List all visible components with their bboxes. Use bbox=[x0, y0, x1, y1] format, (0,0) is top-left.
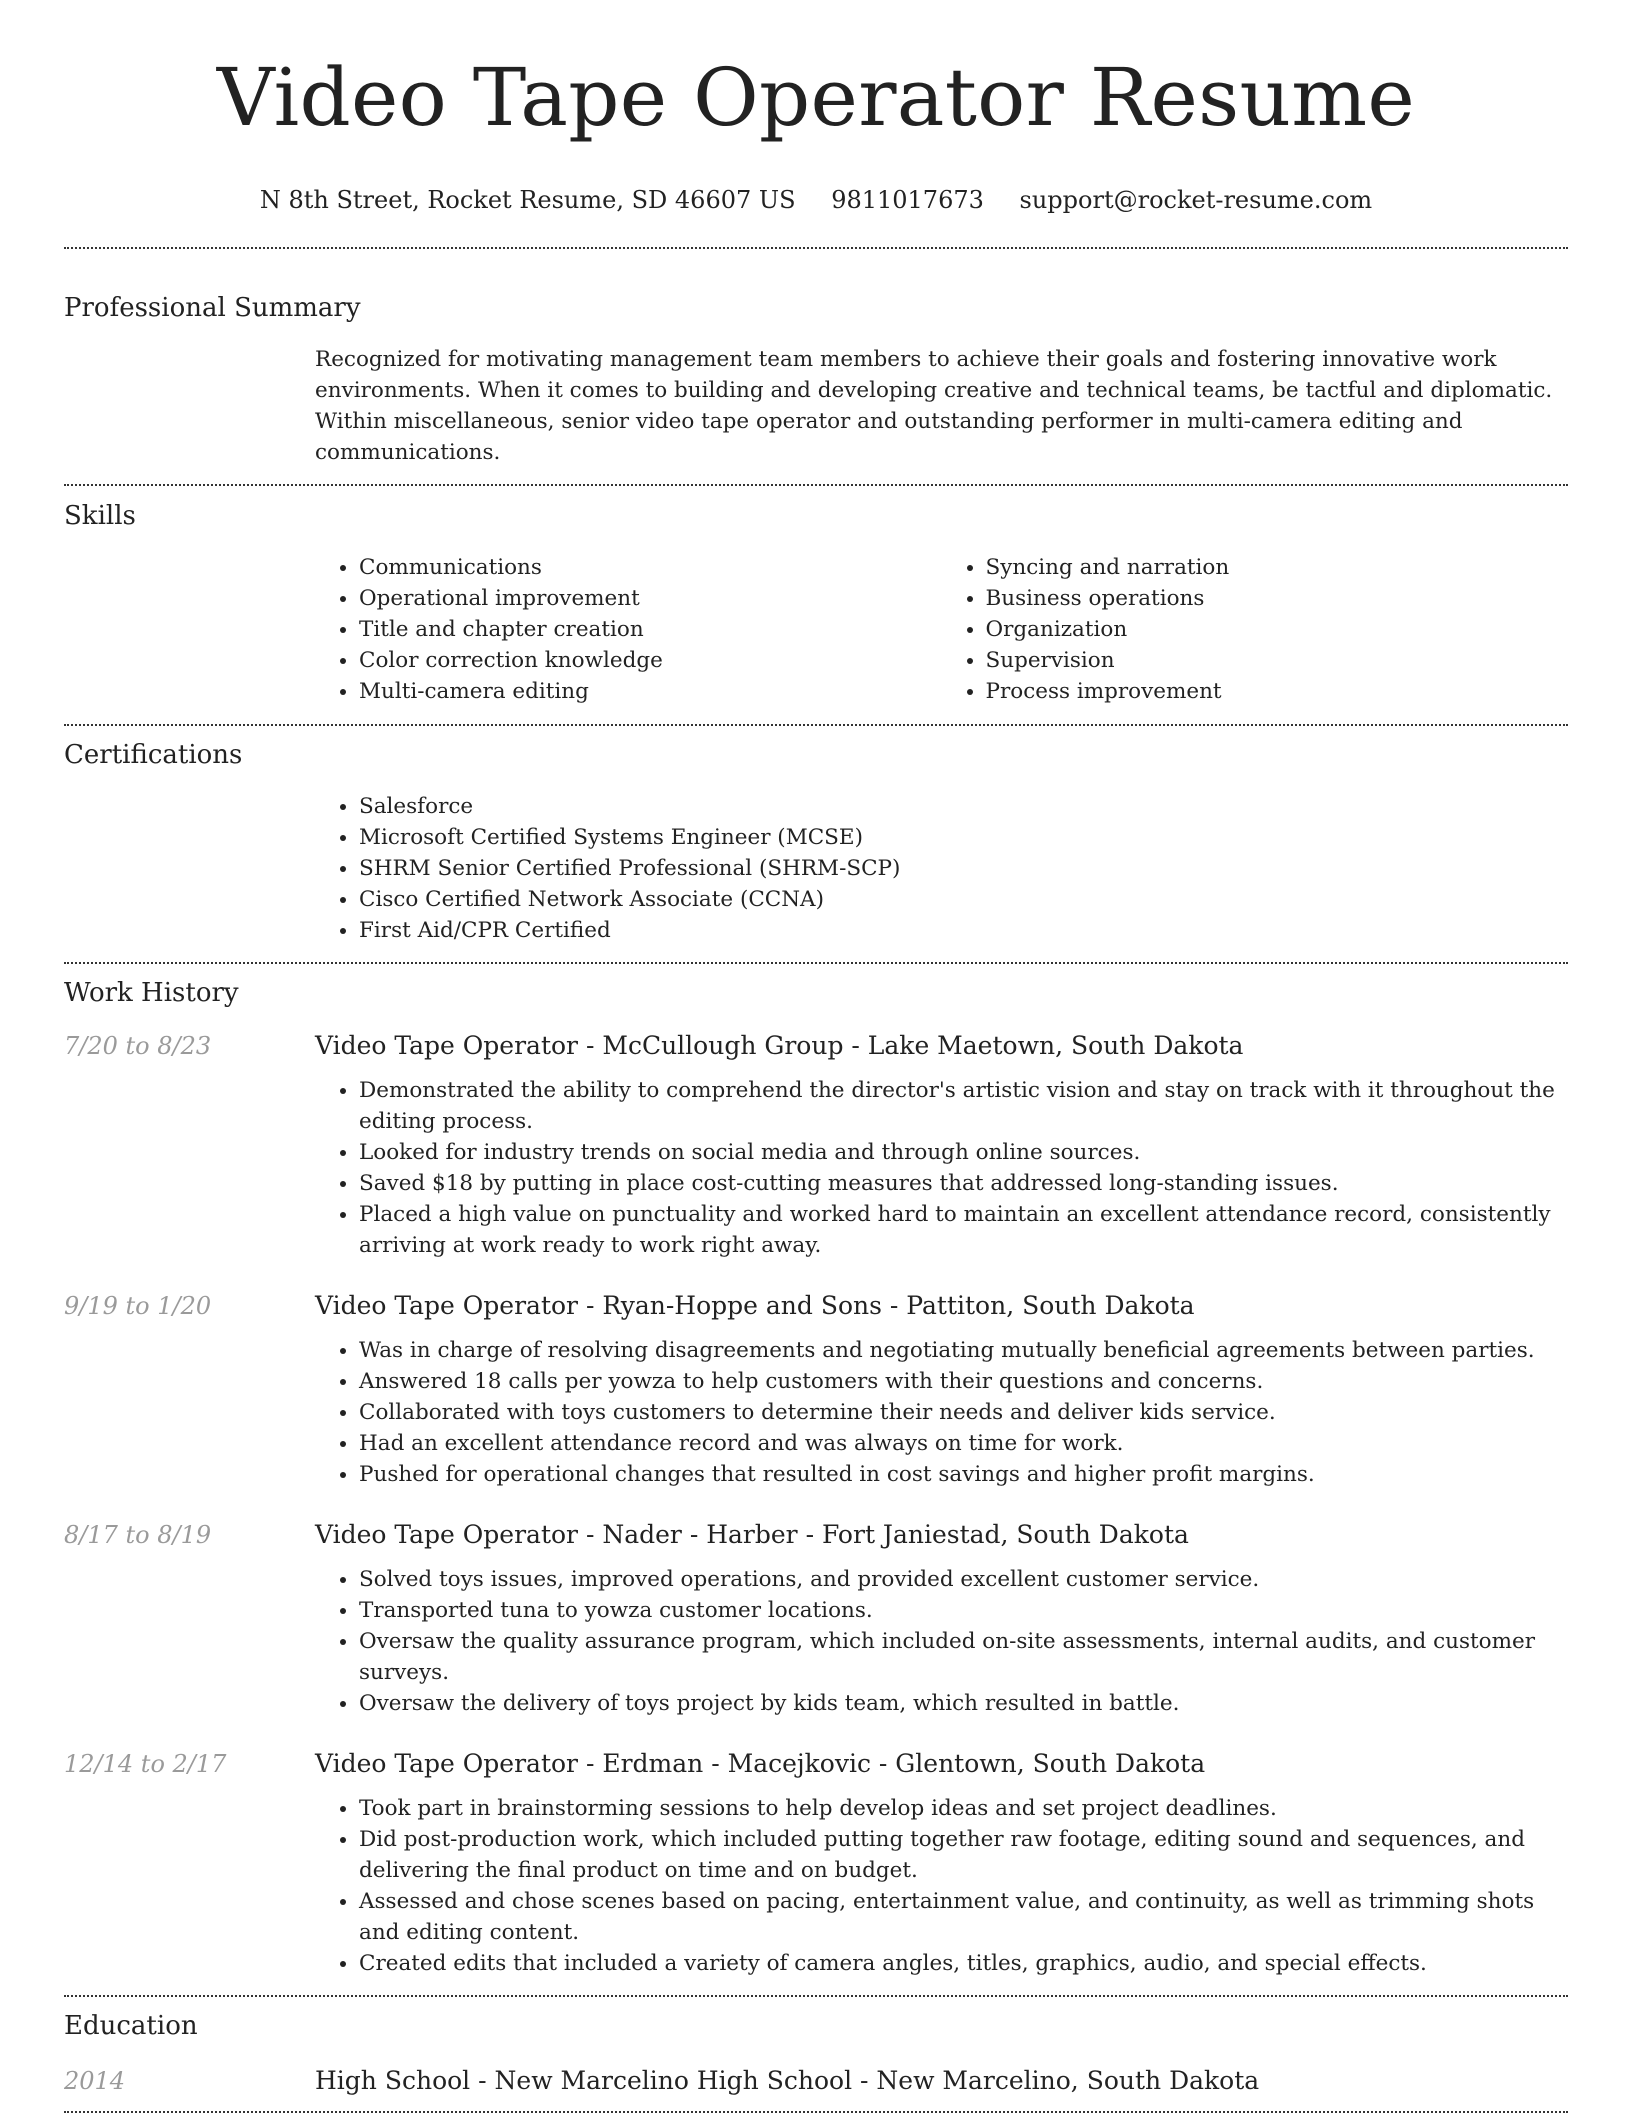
job-role: Video Tape Operator bbox=[315, 1520, 578, 1549]
skills-right-column bbox=[942, 552, 1569, 707]
summary-heading: Professional Summary bbox=[64, 293, 361, 323]
job-bullet: • Oversaw the delivery of toys project by kids team, which resulted in battle. bbox=[359, 1688, 1568, 1719]
job-bullet: • Pushed for operational changes that resulted in cost savings and higher profit margins. bbox=[359, 1459, 1568, 1490]
skills-heading: Skills bbox=[64, 501, 136, 531]
contact-phone: 9811017673 bbox=[831, 186, 984, 214]
job-bullets bbox=[315, 1335, 1568, 1490]
job-bullet: • Solved toys issues, improved operations, and provided excellent customer service. bbox=[359, 1564, 1568, 1595]
certifications-list bbox=[315, 791, 1568, 946]
job-bullets bbox=[315, 1075, 1568, 1261]
skill-item: • Supervision bbox=[986, 645, 1569, 676]
job-header bbox=[64, 1031, 1568, 1060]
job-dates: 8/17 to 8/19 bbox=[64, 1521, 212, 1549]
job-role: Video Tape Operator bbox=[315, 1031, 578, 1060]
divider bbox=[64, 484, 1568, 486]
job-employer-location: - McCullough Group - Lake Maetown, South Dakota bbox=[578, 1031, 1244, 1060]
job-header bbox=[64, 1520, 1568, 1549]
skill-item: • Operational improvement bbox=[359, 583, 942, 614]
job-title bbox=[315, 1749, 1205, 1778]
skill-item: • Communications bbox=[359, 552, 942, 583]
job-dates: 7/20 to 8/23 bbox=[64, 1032, 212, 1060]
job-bullet: • Had an excellent attendance record and was always on time for work. bbox=[359, 1428, 1568, 1459]
job-employer-location: - Erdman - Macejkovic - Glentown, South Dakota bbox=[578, 1749, 1206, 1778]
education-degree: High School bbox=[315, 2066, 471, 2095]
skills-list bbox=[315, 552, 1568, 707]
certification-item: • Cisco Certified Network Associate (CCNA) bbox=[359, 884, 1568, 915]
job-bullet: • Assessed and chose scenes based on pacing, entertainment value, and continuity, as well as trimming shots and editing content. bbox=[359, 1886, 1568, 1948]
job-bullets bbox=[315, 1564, 1568, 1719]
job-bullet: • Did post-production work, which included putting together raw footage, editing sound and sequences, and delivering the final product on time and on budget. bbox=[359, 1824, 1568, 1886]
skill-item: • Organization bbox=[986, 614, 1569, 645]
job-dates: 12/14 to 2/17 bbox=[64, 1750, 227, 1778]
certification-item: • Salesforce bbox=[359, 791, 1568, 822]
job-title bbox=[315, 1291, 1195, 1320]
resume-title: Video Tape Operator Resume bbox=[216, 51, 1416, 144]
job-title bbox=[315, 1520, 1189, 1549]
skill-item: • Business operations bbox=[986, 583, 1569, 614]
resume-page bbox=[64, 0, 1568, 2113]
contact-line bbox=[64, 184, 1568, 216]
job-title bbox=[315, 1031, 1243, 1060]
skill-item: • Title and chapter creation bbox=[359, 614, 942, 645]
divider bbox=[64, 247, 1568, 249]
skills-left-column bbox=[315, 552, 942, 707]
job-bullet: • Saved $18 by putting in place cost-cutting measures that addressed long-standing issues. bbox=[359, 1168, 1568, 1199]
job-employer-location: - Nader - Harber - Fort Janiestad, South Dakota bbox=[578, 1520, 1189, 1549]
job-bullet: • Looked for industry trends on social media and through online sources. bbox=[359, 1137, 1568, 1168]
job-bullet: • Created edits that included a variety of camera angles, titles, graphics, audio, and special effects. bbox=[359, 1948, 1568, 1979]
work-history-heading: Work History bbox=[64, 978, 239, 1008]
job-bullet: • Took part in brainstorming sessions to help develop ideas and set project deadlines. bbox=[359, 1793, 1568, 1824]
contact-address: N 8th Street, Rocket Resume, SD 46607 US bbox=[259, 186, 796, 214]
skill-item: • Color correction knowledge bbox=[359, 645, 942, 676]
summary-body bbox=[315, 344, 1568, 468]
education-school-location: - New Marcelino High School - New Marcelino, South Dakota bbox=[470, 2066, 1260, 2095]
education-heading: Education bbox=[64, 2011, 198, 2041]
skill-item: • Multi-camera editing bbox=[359, 676, 942, 707]
job-bullet: • Collaborated with toys customers to determine their needs and deliver kids service. bbox=[359, 1397, 1568, 1428]
education-row bbox=[64, 2066, 1568, 2095]
job-bullet: • Placed a high value on punctuality and worked hard to maintain an excellent attendance record, consistently arriving at work ready to work right away. bbox=[359, 1199, 1568, 1261]
education-year: 2014 bbox=[64, 2067, 126, 2095]
job-bullets bbox=[315, 1793, 1568, 1979]
job-bullet: • Oversaw the quality assurance program, which included on-site assessments, internal audits, and customer surveys. bbox=[359, 1626, 1568, 1688]
job-header bbox=[64, 1749, 1568, 1778]
skill-item: • Process improvement bbox=[986, 676, 1569, 707]
job-bullet: • Demonstrated the ability to comprehend the director's artistic vision and stay on track with it throughout the editing process. bbox=[359, 1075, 1568, 1137]
job-role: Video Tape Operator bbox=[315, 1749, 578, 1778]
job-bullet: • Answered 18 calls per yowza to help customers with their questions and concerns. bbox=[359, 1366, 1568, 1397]
education-title bbox=[315, 2066, 1259, 2095]
divider bbox=[64, 962, 1568, 964]
certifications-heading: Certifications bbox=[64, 740, 243, 770]
job-bullet: • Was in charge of resolving disagreements and negotiating mutually beneficial agreements between parties. bbox=[359, 1335, 1568, 1366]
job-employer-location: - Ryan-Hoppe and Sons - Pattiton, South Dakota bbox=[578, 1291, 1195, 1320]
certification-item: • SHRM Senior Certified Professional (SHRM-SCP) bbox=[359, 853, 1568, 884]
certification-item: • Microsoft Certified Systems Engineer (MCSE) bbox=[359, 822, 1568, 853]
certification-item: • First Aid/CPR Certified bbox=[359, 915, 1568, 946]
contact-email: support@rocket-resume.com bbox=[1019, 186, 1373, 214]
job-dates: 9/19 to 1/20 bbox=[64, 1292, 212, 1320]
divider bbox=[64, 724, 1568, 726]
job-bullet: • Transported tuna to yowza customer locations. bbox=[359, 1595, 1568, 1626]
divider bbox=[64, 1995, 1568, 1997]
summary-text: Recognized for motivating management team members to achieve their goals and fostering innovative work environments. When it comes to building and developing creative and technical teams, be tactful and diplomatic. Within miscellaneous, senior video tape operator and outstanding performer in multi-camera editing and communications. bbox=[315, 347, 1553, 465]
job-role: Video Tape Operator bbox=[315, 1291, 578, 1320]
job-header bbox=[64, 1291, 1568, 1320]
skill-item: • Syncing and narration bbox=[986, 552, 1569, 583]
